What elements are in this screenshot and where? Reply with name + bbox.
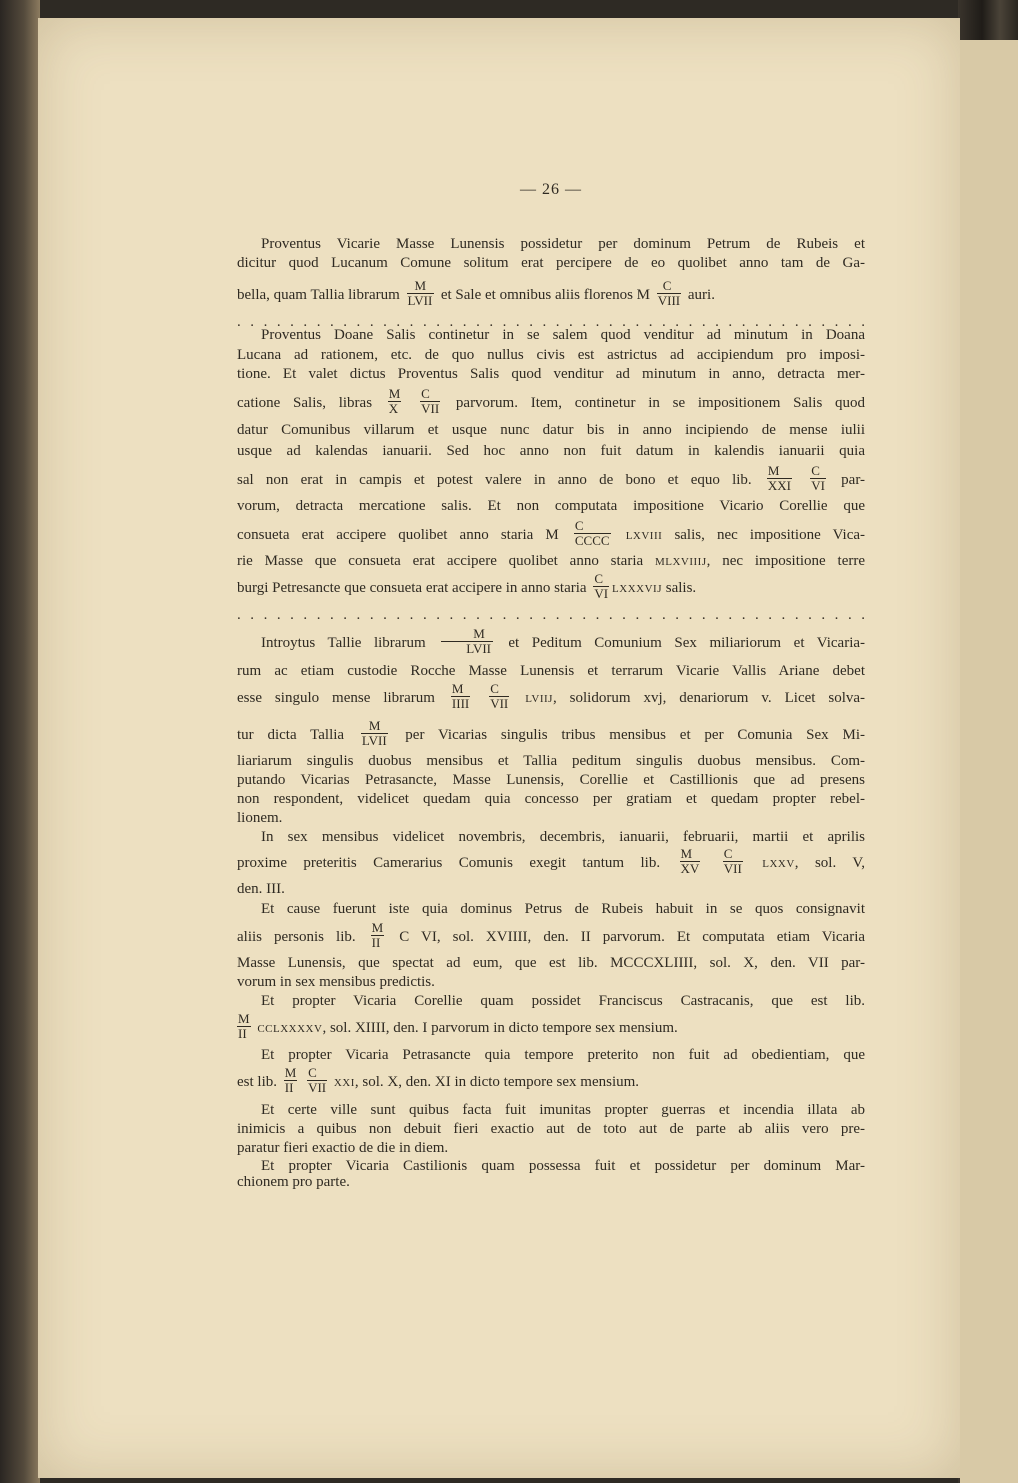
text-line: tione. Et valet dictus Proventus Salis quod venditur ad minutum in anno, detracta mer- (237, 366, 865, 382)
fraction: $\frac{M}{II}$ (238, 1011, 250, 1041)
text-line: burgi Petresancte que consueta erat accipere in anno staria $\frac{C}{VI}$ lxxxvij salis. (237, 571, 697, 601)
text-line: proxime preteritis Camerarius Comunis exegit tantum lib. $\frac{M}{XV}$ C VII lxxv, sol. V, (237, 846, 866, 876)
fraction: C VII (308, 1065, 327, 1095)
fraction: C VII (490, 681, 509, 711)
text-line: Proventus Vicarie Masse Lunensis possidetur per dominum Petrum de Rubeis et (261, 236, 865, 252)
text-line: In sex mensibus videlicet novembris, decembris, ianuarii, februarii, martii et aprilis (261, 829, 865, 845)
text-line: liariarum singulis duobus mensibus et Tallia peditum singulis duobus mensibus. Com- (237, 753, 865, 769)
text-line: est lib. $\frac{M}{II}$ C VII xxi, sol. X, den. XI in dicto tempore sex mensium. (237, 1065, 640, 1095)
text-line: Et propter Vicaria Castilionis quam possessa fuit et possidetur per dominum Mar- (261, 1158, 865, 1174)
text-line: den. III. (237, 881, 285, 897)
text-line: consueta erat accipere quolibet anno staria M C CCCC lxviii salis, nec impositione Vica- (237, 518, 866, 548)
fraction: M LVII (407, 278, 433, 308)
text-line: catione Salis, libras $\frac{M}{X}$ C VII parvorum. Item, continetur in se impositionem Salis quod (237, 386, 866, 416)
text-line: lionem. (237, 810, 283, 826)
text-line: rum ac etiam custodie Rocche Masse Lunensis et terrarum Vicarie Vallis Ariane debet (237, 663, 865, 679)
text-line: non respondent, videlicet quedam quia concesso per gratiam et quedam propter rebel- (237, 791, 865, 807)
text-line: Proventus Doane Salis continetur in se salem quod venditur ad minutum in Doana (261, 327, 865, 343)
text-line: rie Masse que consueta erat accipere quolibet anno staria mlxviiij, nec impositione terre (237, 553, 865, 569)
ellipsis-row: . . . . . . . . . . . . . . . . . . . . . . . . . . . . . . . . . . . . . . . . . . . . . . . . (237, 607, 865, 623)
book-spine (0, 0, 40, 1483)
text-line: aliis personis lib. $\frac{M}{II}$ C VI, sol. XVIIII, den. II parvorum. Et computata etiam Vicaria (237, 920, 866, 950)
text-line: sal non erat in campis et potest valere in anno de bono et equo lib. M XXI $\frac{C}{VI}$ par- (237, 463, 866, 493)
ellipsis-row: . . . . . . . . . . . . . . . . . . . . . . . . . . . . . . . . . . . . . . . . . . . . . . . . (237, 314, 865, 330)
text-line: Et propter Vicaria Petrasancte quia tempore preterito non fuit ad obedientiam, que (261, 1047, 865, 1063)
fraction: C CCCC (574, 518, 610, 548)
text-line: chionem pro parte. (237, 1174, 350, 1190)
fraction: $\frac{C}{VI}$ (811, 463, 825, 493)
text-line: Masse Lunensis, que spectat ad eum, que est lib. MCCCXLIIII, sol. X, den. VII par- (237, 955, 865, 971)
page-number: — 26 — (520, 181, 582, 198)
text-line: dicitur quod Lucanum Comune solitum erat percipere de eo quolibet anno tam de Ga- (237, 255, 865, 271)
text-line: paratur fieri exactio de die in diem. (237, 1140, 449, 1156)
fraction: M XXI (767, 463, 791, 493)
text-line: Lucana ad rationem, etc. de quo nullus civis est astrictus ad accipiendum pro imposi- (237, 347, 865, 363)
text-line: putando Vicarias Petrasancte, Masse Lunensis, Corellie et Castillionis que ad presens (237, 772, 865, 788)
fraction: C VII (421, 386, 440, 416)
fraction: M LVII (441, 627, 493, 656)
text-line: $\frac{M}{II}$ cclxxxxv, sol. XIIII, den. I parvorum in dicto tempore sex mensium. (238, 1011, 678, 1041)
fraction: M LVII (361, 718, 387, 748)
text-line: tur dicta Tallia M LVII per Vicarias singulis tribus mensibus et per Comunia Sex Mi- (237, 718, 865, 748)
text-line: vorum in sex mensibus predictis. (237, 974, 435, 990)
text-line: bella, quam Tallia librarum M LVII et Sale et omnibus aliis florenos M C VIII auri. (237, 278, 715, 308)
text-line: esse singulo mense librarum M IIII C VII lviij, solidorum xvj, denariorum v. Licet solva- (237, 681, 866, 711)
fraction: $\frac{M}{XV}$ (680, 846, 700, 876)
fraction: C VII (723, 846, 742, 876)
text-line: Et cause fuerunt iste quia dominus Petrus de Rubeis habuit in se quos consignavit (261, 901, 865, 917)
text-line: Et propter Vicaria Corellie quam possidet Franciscus Castracanis, que est lib. (261, 993, 865, 1009)
fraction: $\frac{M}{II}$ (284, 1065, 297, 1095)
text-line: datur Comunibus villarum et usque nunc datur bis in anno incipiendo de mense iulii (237, 422, 865, 438)
fraction: C VIII (657, 278, 681, 308)
next-page-edge (960, 40, 1018, 1483)
fraction: M IIII (451, 681, 470, 711)
fraction: $\frac{M}{II}$ (371, 920, 384, 950)
text-line: vorum, detracta mercatione salis. Et non computata impositione Vicario Corellie que (237, 498, 865, 514)
fraction: $\frac{C}{VI}$ (594, 571, 609, 601)
text-line: Et certe ville sunt quibus facta fuit imunitas propter guerras et incendia illata ab (261, 1102, 865, 1118)
fraction: $\frac{M}{X}$ (388, 386, 401, 416)
text-line: inimicis a quibus non debuit fieri exactio aut de toto aut de parte ab aliis vero pre- (237, 1121, 865, 1137)
text-line: usque ad kalendas ianuarii. Sed hoc anno non fuit datum in kalendis ianuarii quia (237, 443, 865, 459)
text-line: Introytus Tallie librarum M LVII et Peditum Comunium Sex miliariorum et Vicaria- (261, 626, 866, 656)
